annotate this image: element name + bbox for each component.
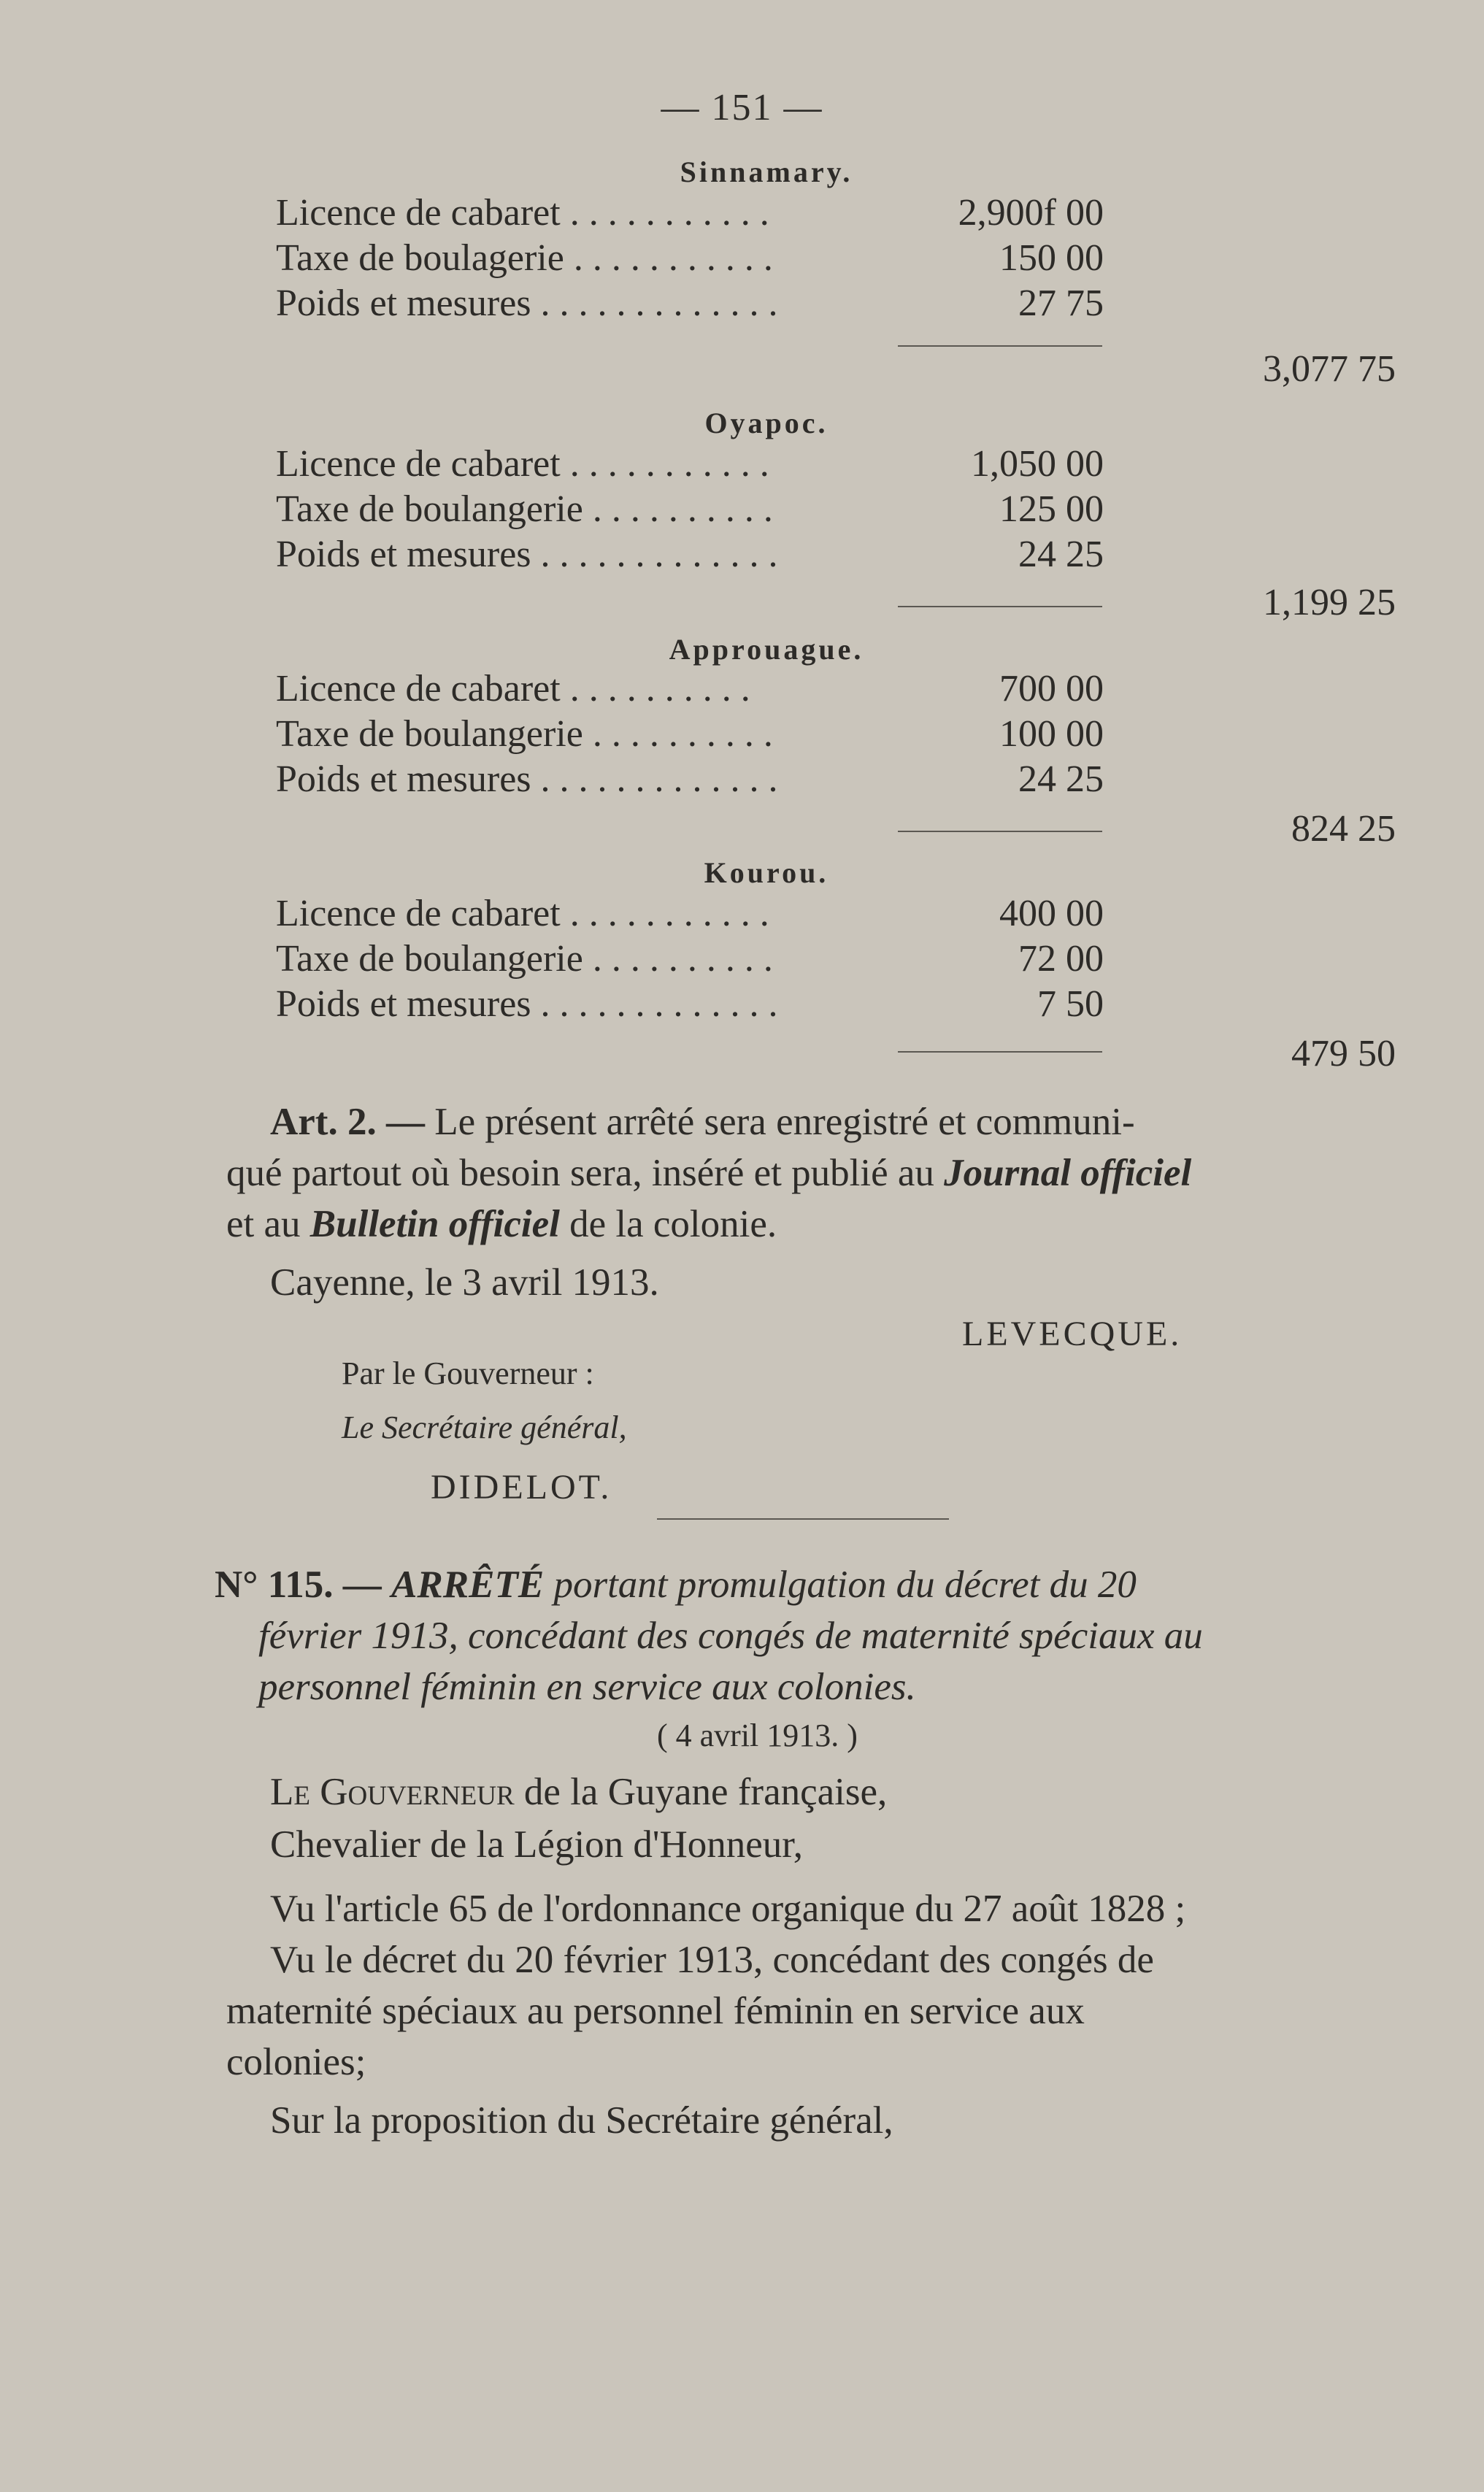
line-value: 27 75	[1018, 282, 1104, 324]
article-2-line-3: et au Bulletin officiel de la colonie.	[226, 1203, 777, 1245]
line-value: 400 00	[999, 893, 1104, 934]
line-label: Poids et mesures . . . . . . . . . . . . .	[276, 983, 778, 1025]
line-label: Taxe de boulangerie . . . . . . . . . .	[276, 488, 773, 530]
governor-signature: LEVECQUE.	[962, 1315, 1183, 1353]
article-2-line-2: qué partout où besoin sera, inséré et publié au Journal officiel	[226, 1152, 1192, 1194]
line-label: Licence de cabaret . . . . . . . . . . .	[276, 893, 769, 934]
vu-line-2b: maternité spéciaux au personnel féminin en service aux	[226, 1990, 1085, 2032]
line-label: Licence de cabaret . . . . . . . . . .	[276, 668, 750, 709]
line-label: Taxe de boulagerie . . . . . . . . . . .	[276, 237, 773, 279]
line-value: 125 00	[999, 488, 1104, 530]
decree-title-line-3: personnel féminin en service aux colonies.	[258, 1666, 916, 1708]
chevalier-line: Chevalier de la Légion d'Honneur,	[270, 1823, 804, 1866]
page-number: — 151 —	[661, 87, 823, 128]
section-total: 3,077 75	[1263, 348, 1396, 390]
section-total: 824 25	[1291, 808, 1396, 850]
subtotal-rule	[898, 606, 1102, 607]
line-label: Taxe de boulangerie . . . . . . . . . .	[276, 938, 773, 980]
line-value: 2,900f 00	[958, 192, 1104, 234]
section-title-oyapoc: Oyapoc.	[704, 407, 828, 439]
section-title-sinnamary: Sinnamary.	[680, 155, 853, 188]
line-label: Licence de cabaret . . . . . . . . . . .	[276, 443, 769, 485]
subtotal-rule	[898, 1051, 1102, 1053]
decree-date: ( 4 avril 1913. )	[657, 1718, 858, 1753]
par-le-gouverneur: Par le Gouverneur :	[342, 1355, 594, 1391]
decree-title-line-1: N° 115. — ARRÊTÉ portant promulgation du décret du 20	[215, 1564, 1137, 1606]
sur-la-proposition: Sur la proposition du Secrétaire général,	[270, 2099, 893, 2142]
line-value: 150 00	[999, 237, 1104, 279]
vu-line-1: Vu l'article 65 de l'ordonnance organique du 27 août 1828 ;	[270, 1888, 1186, 1930]
line-label: Poids et mesures . . . . . . . . . . . . .	[276, 758, 778, 800]
line-value: 700 00	[999, 668, 1104, 709]
article-2-line-1: Art. 2. — Le présent arrêté sera enregistré et communi-	[270, 1101, 1135, 1143]
section-title-approuague: Approuague.	[669, 633, 864, 666]
gouverneur-line: Le Gouverneur de la Guyane française,	[270, 1771, 888, 1813]
decree-title-line-2: février 1913, concédant des congés de maternité spéciaux au	[258, 1615, 1203, 1657]
line-value: 100 00	[999, 713, 1104, 755]
line-label: Licence de cabaret . . . . . . . . . . .	[276, 192, 769, 234]
vu-line-2a: Vu le décret du 20 février 1913, concédant des congés de	[270, 1939, 1154, 1981]
secretaire-general-signature: DIDELOT.	[431, 1468, 612, 1507]
line-value: 72 00	[1018, 938, 1104, 980]
place-date: Cayenne, le 3 avril 1913.	[270, 1261, 659, 1304]
line-value: 24 25	[1018, 534, 1104, 575]
line-label: Taxe de boulangerie . . . . . . . . . .	[276, 713, 773, 755]
line-label: Poids et mesures . . . . . . . . . . . . .	[276, 282, 778, 324]
line-value: 7 50	[1037, 983, 1104, 1025]
section-divider	[657, 1518, 949, 1520]
subtotal-rule	[898, 831, 1102, 832]
section-total: 1,199 25	[1263, 582, 1396, 623]
line-label: Poids et mesures . . . . . . . . . . . . .	[276, 534, 778, 575]
subtotal-rule	[898, 345, 1102, 347]
section-title-kourou: Kourou.	[704, 856, 829, 889]
secretaire-general-title: Le Secrétaire général,	[342, 1410, 627, 1445]
section-total: 479 50	[1291, 1033, 1396, 1074]
line-value: 24 25	[1018, 758, 1104, 800]
vu-line-2c: colonies;	[226, 2041, 366, 2083]
line-value: 1,050 00	[971, 443, 1104, 485]
